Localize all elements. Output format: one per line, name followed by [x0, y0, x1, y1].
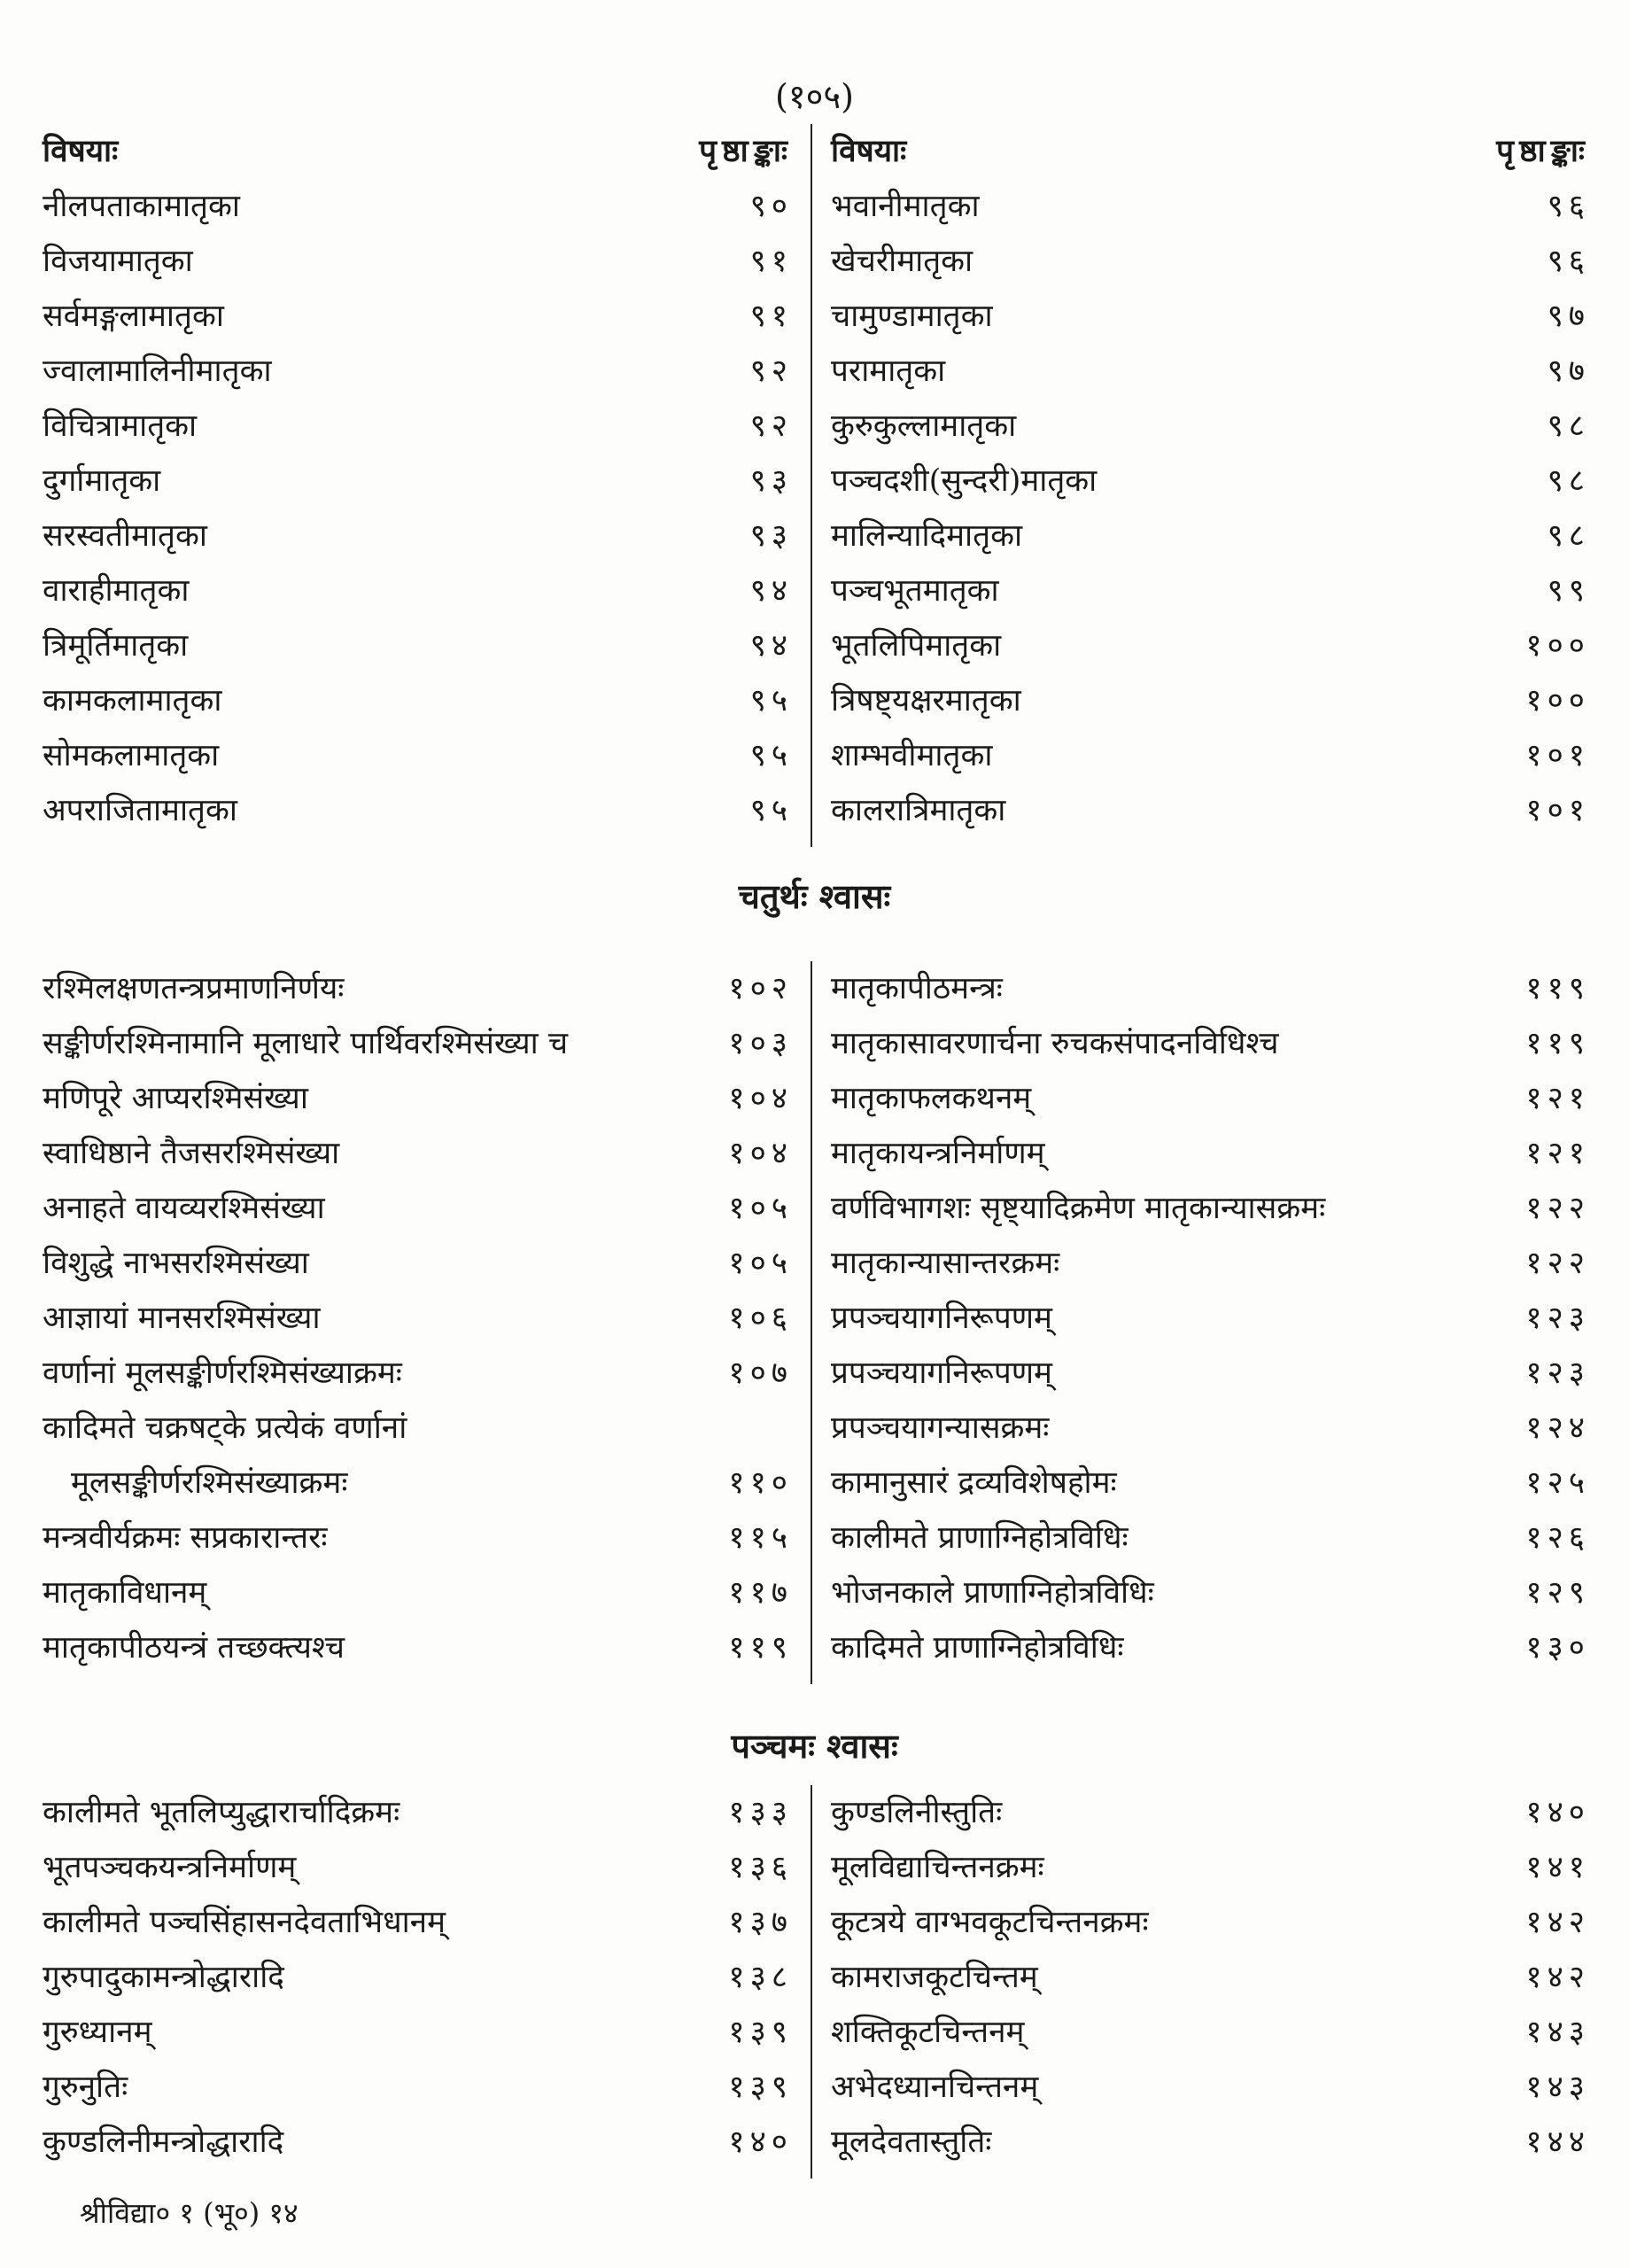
- toc-entry: [35, 509, 793, 563]
- toc-entry: [35, 728, 793, 783]
- entry-title: पञ्चभूतमातृका: [831, 573, 999, 609]
- toc-entry: [824, 1071, 1594, 1126]
- entry-title: विजयामातृका: [43, 244, 193, 279]
- toc-entry: [824, 2005, 1594, 2060]
- entry-title: कालीमते प्राणाग्निहोत्रविधिः: [831, 1520, 1129, 1556]
- toc-entry: [824, 1565, 1594, 1620]
- entry-page: ९६: [1547, 189, 1590, 224]
- toc-entry: [824, 1840, 1594, 1895]
- entry-title: वर्णानां मूलसङ्कीर्णरश्मिसंख्याक्रमः: [43, 1355, 402, 1391]
- entry-title: सर्वमङ्गलामातृका: [43, 299, 224, 334]
- entry-title: मातृकापीठमन्त्रः: [831, 971, 1003, 1006]
- entry-title: भूतपञ्चकयन्त्रनिर्माणम्: [43, 1850, 297, 1885]
- toc-entry: [35, 1126, 793, 1181]
- entry-page: ११७: [728, 1575, 793, 1611]
- entry-title: शाम्भवीमातृका: [831, 738, 993, 773]
- toc-section: [35, 961, 1594, 1679]
- toc-entry: [824, 618, 1594, 673]
- entry-title: त्रिषष्ट्यक्षरमातृका: [831, 683, 1021, 718]
- toc-entry: [35, 1840, 793, 1895]
- column-header: [35, 124, 793, 179]
- entry-title: वर्णविभागशः सृष्ट्यादिक्रमेण मातृकान्यासक्रमः: [831, 1191, 1326, 1226]
- toc-entry: [824, 1236, 1594, 1291]
- entry-title: चामुण्डामातृका: [831, 299, 993, 334]
- entry-title: कालरात्रिमातृका: [831, 793, 1006, 828]
- entry-title: नीलपताकामातृका: [43, 189, 240, 224]
- entry-page: ११९: [728, 1630, 793, 1666]
- entry-title: वाराहीमातृका: [43, 573, 190, 609]
- footer-signature: श्रीविद्या० १ (भू०) १४: [80, 2196, 299, 2230]
- header-topic: विषयाः: [831, 133, 907, 169]
- toc-entry: [35, 1236, 793, 1291]
- toc-entry: [35, 179, 793, 234]
- entry-page: ९५: [749, 738, 793, 773]
- entry-title: आज्ञायां मानसरश्मिसंख्या: [43, 1301, 321, 1336]
- entry-title: मातृकापीठयन्त्रं तच्छक्त्यश्च: [43, 1630, 345, 1666]
- entry-page: १०२: [728, 971, 793, 1006]
- toc-entry: [824, 1456, 1594, 1511]
- toc-entry: [35, 1071, 793, 1126]
- toc-entry: [35, 1785, 793, 1840]
- toc-entry: [824, 2115, 1594, 2170]
- entry-page: ९३: [749, 518, 793, 554]
- entry-title: कुण्डलिनीस्तुतिः: [831, 1795, 1003, 1830]
- entry-page: १००: [1525, 628, 1590, 664]
- entry-title: अपराजितामातृका: [43, 793, 237, 828]
- entry-page: ११९: [1525, 1026, 1590, 1061]
- entry-page: १४२: [1525, 1960, 1590, 1995]
- entry-title: कुरुकुल्लामातृका: [831, 408, 1017, 444]
- toc-entry: [35, 234, 793, 289]
- entry-page: १२६: [1525, 1520, 1590, 1556]
- entry-page: १२३: [1525, 1301, 1590, 1336]
- entry-title: मूलदेवतास्तुतिः: [831, 2124, 992, 2160]
- entry-page: १०३: [728, 1026, 793, 1061]
- toc-entry: [824, 509, 1594, 563]
- entry-title: मूलसङ्कीर्णरश्मिसंख्याक्रमः: [71, 1465, 348, 1501]
- entry-page: ९५: [749, 793, 793, 828]
- toc-entry: [824, 344, 1594, 399]
- header-topic: विषयाः: [43, 133, 119, 169]
- toc-entry: [824, 1401, 1594, 1456]
- entry-title: कामराजकूटचिन्तम्: [831, 1960, 1038, 1995]
- entry-page: १२५: [1525, 1465, 1590, 1501]
- entry-page: १४०: [728, 2124, 793, 2160]
- entry-page: ९२: [749, 408, 793, 444]
- toc-entry: [824, 563, 1594, 618]
- entry-page: १३९: [728, 2015, 793, 2050]
- entry-title: मणिपूरे आप्यरश्मिसंख्या: [43, 1081, 308, 1116]
- entry-page: ९८: [1547, 408, 1590, 444]
- header-page: पृष्ठाङ्काः: [699, 133, 793, 169]
- entry-title: अनाहते वायव्यरश्मिसंख्या: [43, 1191, 325, 1226]
- entry-title: गुरुनुतिः: [43, 2070, 128, 2105]
- toc-entry: [35, 1950, 793, 2005]
- entry-title: दुर्गामातृका: [43, 463, 161, 499]
- entry-page: १४१: [1525, 1850, 1590, 1885]
- entry-title: अभेदध्यानचिन्तनम्: [831, 2070, 1039, 2105]
- toc-entry: [824, 673, 1594, 728]
- entry-title: मातृकान्यासान्तरक्रमः: [831, 1246, 1060, 1281]
- entry-title: कादिमते प्राणाग्निहोत्रविधिः: [831, 1630, 1124, 1666]
- entry-page: १०४: [728, 1081, 793, 1116]
- toc-entry: [35, 344, 793, 399]
- entry-title: गुरुध्यानम्: [43, 2015, 152, 2050]
- toc-entry: [824, 289, 1594, 344]
- entry-title: पञ्चदशी(सुन्दरी)मातृका: [831, 463, 1098, 499]
- toc-entry: [35, 1016, 793, 1071]
- entry-page: ९०: [749, 189, 793, 224]
- entry-page: ९५: [749, 683, 793, 718]
- entry-page: १३६: [728, 1850, 793, 1885]
- entry-page: १२३: [1525, 1355, 1590, 1391]
- entry-page: १४२: [1525, 1905, 1590, 1940]
- column-divider: [811, 1785, 812, 2179]
- section-title: चतुर्थः श्वासः: [738, 876, 891, 916]
- toc-entry: [35, 961, 793, 1016]
- entry-title: कालीमते पञ्चसिंहासनदेवताभिधानम्: [43, 1905, 446, 1940]
- entry-title: मातृकासावरणार्चना रुचकसंपादनविधिश्च: [831, 1026, 1279, 1061]
- entry-title: प्रपञ्चयागन्यासक्रमः: [831, 1410, 1050, 1446]
- entry-page: १०१: [1525, 738, 1590, 773]
- entry-title: भोजनकाले प्राणाग्निहोत्रविधिः: [831, 1575, 1154, 1611]
- entry-page: १२९: [1525, 1575, 1590, 1611]
- entry-title: मातृकायन्त्रनिर्माणम्: [831, 1136, 1045, 1171]
- entry-title: कादिमते चक्रषट्के प्रत्येकं वर्णानां: [43, 1410, 407, 1446]
- entry-title: शक्तिकूटचिन्तनम्: [831, 2015, 1025, 2050]
- entry-title: कुण्डलिनीमन्त्रोद्धारादि: [43, 2124, 284, 2160]
- toc-entry: [35, 1456, 793, 1511]
- entry-page: ९१: [749, 299, 793, 334]
- toc-entry: [824, 1620, 1594, 1675]
- entry-page: १०६: [728, 1301, 793, 1336]
- entry-page: ९४: [749, 628, 793, 664]
- entry-page: १२२: [1525, 1191, 1590, 1226]
- column-divider: [811, 961, 812, 1684]
- entry-page: १४३: [1525, 2070, 1590, 2105]
- toc-entry: [824, 234, 1594, 289]
- section-title: पञ्चमः श्वासः: [731, 1726, 898, 1766]
- toc-section: [35, 1785, 1594, 2175]
- entry-title: विशुद्धे नाभसरश्मिसंख्या: [43, 1246, 309, 1281]
- entry-title: सङ्कीर्णरश्मिनामानि मूलाधारे पार्थिवरश्मिसंख्या च: [43, 1026, 569, 1061]
- entry-page: ९३: [749, 463, 793, 499]
- entry-title: सरस्वतीमातृका: [43, 518, 207, 554]
- entry-page: १४३: [1525, 2015, 1590, 2050]
- entry-page: ९७: [1547, 353, 1590, 389]
- toc-entry: [824, 961, 1594, 1016]
- toc-entry: [824, 1291, 1594, 1346]
- entry-title: कामानुसारं द्रव्यविशेषहोमः: [831, 1465, 1117, 1501]
- entry-title: त्रिमूर्तिमातृका: [43, 628, 189, 664]
- entry-title: मूलविद्याचिन्तनक्रमः: [831, 1850, 1044, 1885]
- entry-page: ११०: [728, 1465, 793, 1501]
- entry-title: सोमकलामातृका: [43, 738, 220, 773]
- entry-page: १२१: [1525, 1136, 1590, 1171]
- toc-section: [35, 124, 1594, 850]
- entry-title: भूतलिपिमातृका: [831, 628, 1002, 664]
- entry-page: ९९: [1547, 573, 1590, 609]
- entry-page: ९१: [749, 244, 793, 279]
- toc-entry: [35, 1181, 793, 1236]
- entry-page: १२२: [1525, 1246, 1590, 1281]
- toc-entry: [824, 1016, 1594, 1071]
- entry-title: प्रपञ्चयागनिरूपणम्: [831, 1301, 1052, 1336]
- entry-page: ९४: [749, 573, 793, 609]
- toc-entry: [35, 1895, 793, 1950]
- toc-entry: [35, 1346, 793, 1401]
- entry-page: ९७: [1547, 299, 1590, 334]
- entry-title: खेचरीमातृका: [831, 244, 974, 279]
- entry-page: १२१: [1525, 1081, 1590, 1116]
- entry-page: ११५: [728, 1520, 793, 1556]
- entry-title: मालिन्यादिमातृका: [831, 518, 1023, 554]
- entry-page: १४०: [1525, 1795, 1590, 1830]
- entry-page: १०५: [728, 1191, 793, 1226]
- entry-page: १३८: [728, 1960, 793, 1995]
- toc-entry: [35, 399, 793, 454]
- toc-entry: [35, 2115, 793, 2170]
- toc-entry: [35, 1620, 793, 1675]
- entry-title: मातृकाफलकथनम्: [831, 1081, 1032, 1116]
- toc-entry: [35, 1401, 793, 1456]
- entry-page: १००: [1525, 683, 1590, 718]
- toc-entry: [35, 563, 793, 618]
- toc-entry: [824, 1181, 1594, 1236]
- entry-page: ९८: [1547, 463, 1590, 499]
- toc-entry: [824, 1785, 1594, 1840]
- entry-page: ९६: [1547, 244, 1590, 279]
- toc-entry: [35, 783, 793, 838]
- toc-entry: [824, 783, 1594, 838]
- toc-entry: [35, 1511, 793, 1565]
- entry-title: कालीमते भूतलिप्युद्धारार्चादिक्रमः: [43, 1795, 400, 1830]
- toc-entry: [35, 2005, 793, 2060]
- toc-entry: [35, 1291, 793, 1346]
- toc-entry: [35, 454, 793, 509]
- header-page: पृष्ठाङ्काः: [1496, 133, 1590, 169]
- entry-page: १२४: [1525, 1410, 1590, 1446]
- entry-page: १०७: [728, 1355, 793, 1391]
- entry-page: १०१: [1525, 793, 1590, 828]
- entry-title: गुरुपादुकामन्त्रोद्धारादि: [43, 1960, 284, 1995]
- entry-page: १३७: [728, 1905, 793, 1940]
- entry-page: १०५: [728, 1246, 793, 1281]
- entry-title: प्रपञ्चयागनिरूपणम्: [831, 1355, 1052, 1391]
- entry-page: १३०: [1525, 1630, 1590, 1666]
- toc-entry: [824, 1126, 1594, 1181]
- toc-entry: [824, 1346, 1594, 1401]
- entry-page: १३३: [728, 1795, 793, 1830]
- toc-entry: [824, 179, 1594, 234]
- entry-title: मन्त्रवीर्यक्रमः सप्रकारान्तरः: [43, 1520, 328, 1556]
- entry-page: ११९: [1525, 971, 1590, 1006]
- toc-entry: [824, 728, 1594, 783]
- toc-entry: [35, 1565, 793, 1620]
- entry-page: १४४: [1525, 2124, 1590, 2160]
- toc-entry: [824, 2060, 1594, 2115]
- entry-title: भवानीमातृका: [831, 189, 980, 224]
- toc-entry: [824, 454, 1594, 509]
- entry-title: ज्वालामालिनीमातृका: [43, 353, 272, 389]
- page-number: (१०५): [775, 77, 854, 116]
- toc-entry: [824, 1895, 1594, 1950]
- toc-entry: [35, 618, 793, 673]
- entry-page: ९२: [749, 353, 793, 389]
- entry-page: ९८: [1547, 518, 1590, 554]
- toc-entry: [35, 2060, 793, 2115]
- toc-entry: [824, 1511, 1594, 1565]
- entry-title: परामातृका: [831, 353, 946, 389]
- entry-page: १०४: [728, 1136, 793, 1171]
- entry-title: कामकलामातृका: [43, 683, 222, 718]
- entry-title: रश्मिलक्षणतन्त्रप्रमाणनिर्णयः: [43, 971, 345, 1006]
- column-header: [824, 124, 1594, 179]
- entry-page: १३९: [728, 2070, 793, 2105]
- entry-title: मातृकाविधानम्: [43, 1575, 207, 1611]
- entry-title: कूटत्रये वाग्भवकूटचिन्तनक्रमः: [831, 1905, 1149, 1940]
- toc-entry: [35, 289, 793, 344]
- entry-title: स्वाधिष्ठाने तैजसरश्मिसंख्या: [43, 1136, 340, 1171]
- entry-title: विचित्रामातृका: [43, 408, 198, 444]
- toc-entry: [35, 673, 793, 728]
- column-divider: [811, 124, 812, 847]
- toc-entry: [824, 399, 1594, 454]
- toc-entry: [824, 1950, 1594, 2005]
